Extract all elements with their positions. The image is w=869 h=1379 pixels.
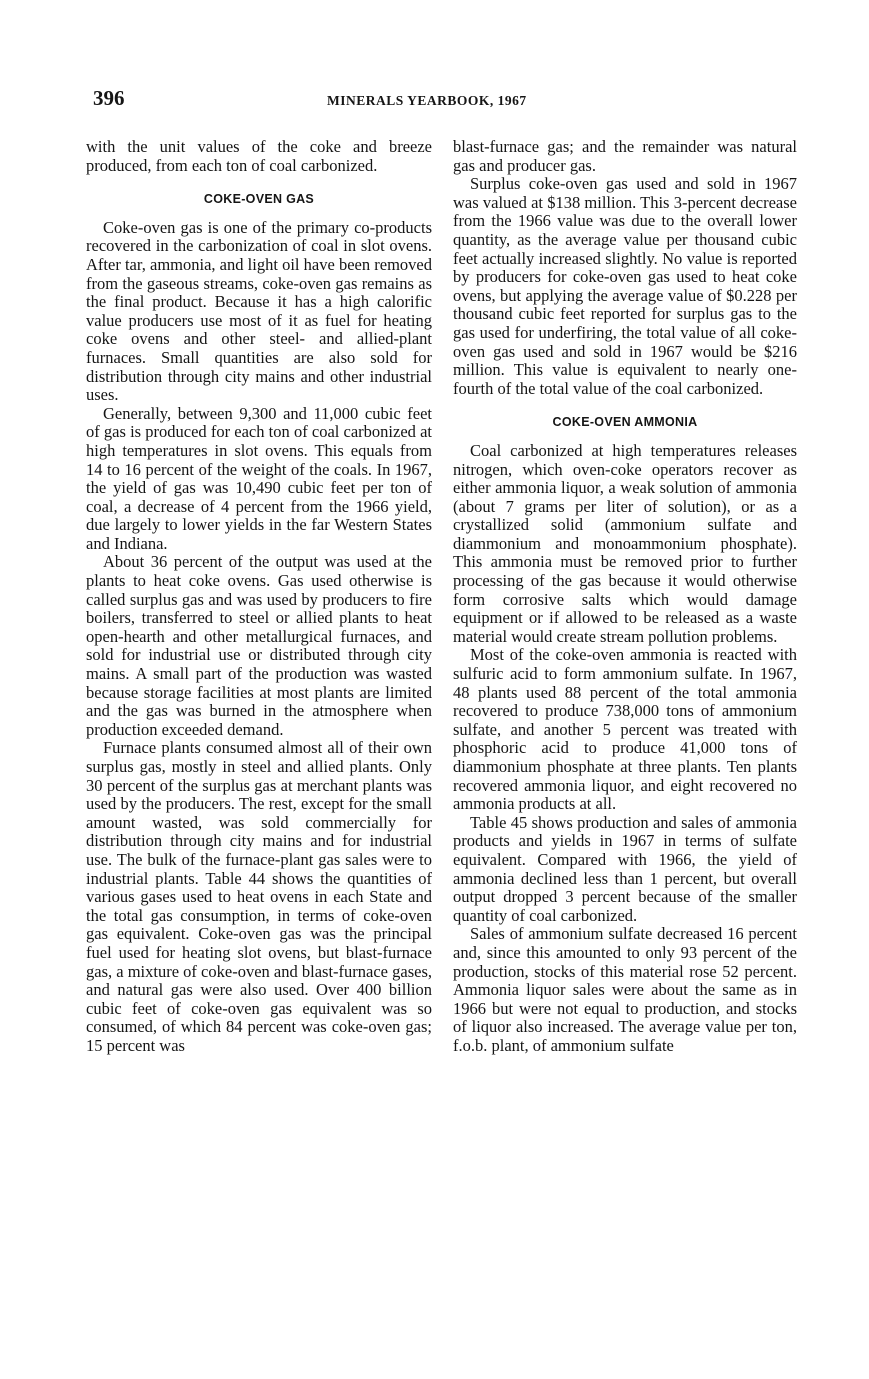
paragraph: About 36 percent of the output was used at the plants to heat coke ovens. Gas used otherwise is called surplus gas and was used by producers to fire boilers, transferred to steel or allied plants to heat open-hearth and other metallurgical furnaces, and sold for industrial use or distributed through city mains. A small part of the production was wasted because storage facilities at most plants are limited and the gas was burned in the atmosphere when production exceeded demand. (86, 552, 432, 739)
running-head: MINERALS YEARBOOK, 1967 (327, 93, 527, 108)
right-column (453, 138, 797, 1056)
paragraph: Table 45 shows production and sales of ammonia products and yields in 1967 in terms of sulfate equivalent. Compared with 1966, the yield of ammonia declined less than 1 percent, but overall output dropped 3 percent because of the smaller quantity of coal carbonized. (453, 812, 797, 925)
paragraph: Generally, between 9,300 and 11,000 cubic feet of gas is produced for each ton of coal carbonized at high temperatures in slot ovens. This equals from 14 to 16 percent of the weight of the coals. In 1967, the yield of gas was 10,490 cubic feet per ton of coal, a decrease of 4 percent from the 1966 yield, due largely to lower yields in the far Western States and Indiana. (86, 403, 432, 553)
section-heading-coke-oven-gas: COKE-OVEN GAS (203, 192, 315, 207)
paragraph: Coal carbonized at high temperatures releases nitrogen, which oven-coke operators recover as either ammonia liquor, a weak solution of ammonia (about 7 grams per liter of solution), or as a crystallized solid (ammonium sulfate and diammonium and monoammonium phosphate). This ammonia must be removed prior to further processing of the gas because it would otherwise form corrosive salts which would damage equipment or if allowed to be released as a waste material would create stream pollution problems. (453, 440, 797, 646)
paragraph: Furnace plants consumed almost all of their own surplus gas, mostly in steel and allied plants. Only 30 percent of the surplus gas at merchant plants was used by the producers. The rest, except for the small amount wasted, was sold commercially for distribution through city mains and for industrial use. The bulk of the furnace-plant gas sales were to industrial plants. Table 44 shows the quantities of various gases used to heat ovens in each State and the total gas consumption, in terms of coke-oven gas equivalent. Coke-oven gas was the principal fuel used for heating slot ovens, but blast-furnace gas, a mixture of coke-oven and blast-furnace gases, and natural gas were also used. Over 400 billion cubic feet of coke-oven gas equivalent was so consumed, of which 84 percent was coke-oven gas; 15 percent was (86, 738, 432, 1055)
page-number: 396 (93, 86, 125, 110)
paragraph: with the unit values of the coke and breeze produced, from each ton of coal carbonized. (86, 137, 432, 175)
paragraph: Sales of ammonium sulfate decreased 16 percent and, since this amounted to only 93 percent of the production, stocks of this material rose 52 percent. Ammonia liquor sales were about the same as in 1966 but were not equal to production, and stocks of liquor also increased. The average value per ton, f.o.b. plant, of ammonium sulfate (453, 924, 797, 1055)
left-column (86, 138, 432, 1056)
paragraph: blast-furnace gas; and the remainder was natural gas and producer gas. (453, 137, 797, 175)
paragraph: Coke-oven gas is one of the primary co-products recovered in the carbonization of coal in slot ovens. After tar, ammonia, and light oil have been removed from the gaseous streams, coke-oven gas remains as the final product. Because it has a high calorific value producers use most of it as fuel for heating coke ovens and other steel- and allied-plant furnaces. Small quantities are also sold for distribution through city mains and other industrial uses. (86, 217, 432, 405)
paragraph: Surplus coke-oven gas used and sold in 1967 was valued at $138 million. This 3-percent decrease from the 1966 value was due to the overall lower quantity, as the average value per thousand cubic feet actually increased slightly. No value is reported by producers for coke-oven gas used to heat coke ovens, but applying the average value of $0.228 per thousand cubic feet reported for surplus gas to the gas used for underfiring, the total value of all coke-oven gas used and sold in 1967 would be $216 million. This value is equivalent to nearly one-fourth of the total value of the coal carbonized. (453, 174, 797, 398)
paragraph: Most of the coke-oven ammonia is reacted with sulfuric acid to form ammonium sulfate. In 1967, 48 plants used 88 percent of the total ammonia recovered to produce 738,000 tons of ammonium sulfate, and another 5 percent was treated with phosphoric acid to produce 41,000 tons of diammonium phosphate at three plants. Ten plants recovered ammonia liquor, and eight recovered no ammonia products at all. (453, 645, 797, 814)
section-heading-coke-oven-ammonia: COKE-OVEN AMMONIA (552, 415, 698, 430)
